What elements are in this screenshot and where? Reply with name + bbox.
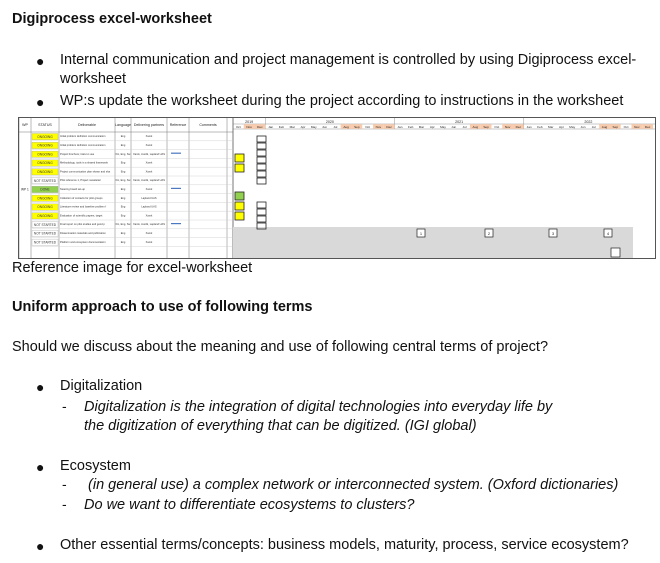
question-text: Should we discuss about the meaning and use of following central terms of project? <box>12 339 549 355</box>
month-label: Jul <box>462 125 467 129</box>
month-label: Feb <box>408 125 414 129</box>
month-label: May <box>440 125 446 129</box>
partners-text: Xamk <box>145 214 153 218</box>
month-label: Jan <box>397 125 403 129</box>
image-caption: Reference image for excel-worksheet <box>12 260 253 276</box>
status-label: ONGOING <box>37 152 53 157</box>
partners-text: Xamk, JustAI, Lapland UAS <box>132 152 166 156</box>
gantt-box <box>257 164 266 170</box>
month-label: Jan <box>268 125 274 129</box>
partners-text: Xamk <box>145 232 153 235</box>
section-heading-terms: Uniform approach to use of following terms <box>12 299 313 315</box>
year-label: 2020 <box>325 119 334 124</box>
language-text: Eng <box>120 188 126 191</box>
milestone-label: 1 <box>419 231 423 236</box>
month-label: Jul <box>333 125 338 129</box>
language-text: Eng <box>120 205 126 209</box>
gantt-status-square <box>235 202 244 210</box>
deliverable-text: Final report on pilot studies and good p <box>60 223 105 227</box>
partners-text: Xamk <box>145 188 153 191</box>
status-label: ONGOING <box>37 161 53 166</box>
term-ecosystem: Ecosystem <box>60 458 131 474</box>
language-text: Eng <box>120 240 126 244</box>
month-label: Mar <box>548 125 554 129</box>
gantt-box <box>257 157 266 163</box>
deliverable-text: Project brochure; trial-run use <box>60 152 95 156</box>
status-label: ONGOING <box>37 143 53 148</box>
milestone-label: 4 <box>606 231 610 236</box>
month-label: Sep <box>612 125 619 129</box>
partners-text: Xamk <box>145 144 153 147</box>
month-label: Aug <box>472 125 479 129</box>
header-cell: WP <box>22 123 28 127</box>
language-text: Fin, Eng, Sw <box>115 152 131 156</box>
language-text: Eng <box>120 214 126 218</box>
deliverable-text: Literature review and baseline problem f <box>60 205 107 209</box>
month-label: Nov <box>246 125 252 129</box>
milestone-label: 2 <box>487 231 491 236</box>
reference-link <box>171 188 181 189</box>
partners-text: Xamk, JustAI, Lapland UAS <box>132 223 166 227</box>
status-label: ONGOING <box>37 214 53 218</box>
wp-label: WP 1 <box>21 187 29 192</box>
language-text: Fin, Eng, Sw <box>115 223 131 227</box>
month-label: Jan <box>526 125 532 129</box>
deliverable-text: Methodology, tools in a shared framework <box>60 161 108 165</box>
language-text: Eng <box>120 144 126 147</box>
year-label: 2019 <box>245 119 254 124</box>
deliverable-text: Steering board set-up <box>60 188 85 191</box>
header-cell: STATUS <box>38 123 52 127</box>
definition-line: the digitization of everything that can be digitized. (IGI global) <box>84 418 477 434</box>
month-label: Mar <box>418 125 425 129</box>
bullet-dot: ● <box>36 379 45 395</box>
question-clusters: Do we want to differentiate ecosystems to clusters? <box>84 497 415 513</box>
gantt-box <box>257 143 266 149</box>
partners-text: Lapland UAS <box>141 205 157 209</box>
month-label: Jun <box>451 125 457 129</box>
partners-text: Xamk <box>145 161 153 165</box>
status-label: NOT STARTED <box>33 178 57 183</box>
dash-marker: - <box>62 496 67 512</box>
definition-ecosystem: (in general use) a complex network or interconnected system. (Oxford dictionaries) <box>84 477 619 493</box>
term-digitalization: Digitalization <box>60 378 143 394</box>
month-label: Oct <box>623 125 629 129</box>
status-label: NOT STARTED <box>33 222 57 227</box>
bullet-dot: ● <box>36 538 45 554</box>
month-label: Jun <box>580 125 586 129</box>
other-terms-text: Other essential terms/concepts: business models, maturity, process, service ecosystem? <box>60 537 629 553</box>
month-label: Nov <box>375 125 382 129</box>
partners-text: Lapland UAS <box>141 196 157 200</box>
bullet-dot: ● <box>36 459 45 475</box>
status-label: ONGOING <box>37 170 53 174</box>
language-text: Eng <box>120 196 126 200</box>
month-label: Oct <box>235 125 241 129</box>
month-label: Apr <box>429 125 435 129</box>
month-label: Apr <box>559 125 564 129</box>
month-label: Dec <box>386 125 392 129</box>
milestone-label: 3 <box>551 231 555 236</box>
deliverable-text: Initial problem definition communication <box>60 135 106 139</box>
month-label: Nov <box>634 125 640 129</box>
worksheet-grid <box>19 118 655 258</box>
partners-text: Xamk, JustAI, Lapland UAS <box>132 179 166 183</box>
deliverable-text: Dissemination materials and publication <box>60 232 106 235</box>
gantt-box <box>257 202 266 208</box>
month-label: Jun <box>322 125 328 129</box>
status-label: DONE <box>40 187 50 192</box>
partners-text: Xamk <box>145 240 153 244</box>
header-cell: Deliverable <box>78 123 96 127</box>
gantt-box <box>257 178 266 184</box>
dash-marker: - <box>62 398 67 414</box>
month-label: Sep <box>354 125 360 129</box>
month-label: Aug <box>601 125 608 129</box>
gantt-box <box>257 216 266 222</box>
deliverable-text: Evaluation of scientific papers, target <box>60 214 103 218</box>
language-text: Fin, Eng, Sw <box>115 179 131 183</box>
year-label: 2022 <box>584 119 593 124</box>
status-label: ONGOING <box>37 205 53 210</box>
month-label: Jul <box>591 125 596 129</box>
reference-worksheet-image <box>18 117 656 259</box>
deliverable-text: Pilot reference 1, Project newsletter <box>60 179 101 183</box>
gantt-status-square <box>235 164 244 172</box>
month-label: May <box>310 125 317 129</box>
status-label: ONGOING <box>37 134 53 139</box>
month-label: Dec <box>257 125 263 129</box>
header-cell: Comments <box>199 123 217 127</box>
header-cell: Language <box>115 123 131 127</box>
month-label: Sep <box>483 125 489 129</box>
status-label: ONGOING <box>37 196 53 201</box>
bullet-text-communication <box>60 51 636 89</box>
month-label: Dec <box>644 125 651 129</box>
gantt-box <box>611 248 620 257</box>
month-label: Nov <box>504 125 511 129</box>
month-label: Feb <box>278 125 285 129</box>
month-label: Oct <box>365 125 371 129</box>
gantt-box <box>257 209 266 215</box>
status-label: NOT STARTED <box>33 231 57 236</box>
language-text: Eng <box>120 232 126 235</box>
month-label: Oct <box>494 125 500 129</box>
partners-text: Xamk <box>145 135 153 139</box>
gantt-status-square <box>235 192 244 200</box>
month-label: Aug <box>343 125 349 129</box>
gantt-box <box>257 150 266 156</box>
deliverable-text: Initial problem definition communication <box>60 144 106 147</box>
gantt-box <box>257 171 266 177</box>
reference-link <box>171 223 181 224</box>
language-text: Eng <box>120 170 126 174</box>
definition-digitalization <box>84 398 552 436</box>
month-label: Feb <box>537 125 543 129</box>
status-label: NOT STARTED <box>33 240 57 245</box>
language-text: Eng <box>120 161 126 165</box>
language-text: Eng <box>120 135 126 139</box>
bullet-text-update: WP:s update the worksheet during the project according to instructions in the worksheet <box>60 93 624 109</box>
definition-line: Digitalization is the integration of digital technologies into everyday life by <box>84 399 553 415</box>
bullet-dot: ● <box>36 53 45 69</box>
gantt-band <box>233 227 633 258</box>
header-cell: Delivering partners <box>133 123 165 127</box>
reference-link <box>171 153 181 154</box>
dash-marker: - <box>62 476 67 492</box>
year-label: 2021 <box>455 119 464 124</box>
gantt-status-square <box>235 154 244 162</box>
month-label: May <box>569 125 576 129</box>
bullet-line: worksheet <box>60 71 127 87</box>
gantt-box <box>257 136 266 142</box>
deliverable-text: Collection of contacts for pilot groups <box>60 196 103 200</box>
section-heading-worksheet: Digiprocess excel-worksheet <box>12 11 212 27</box>
deliverable-text: Platform and ecosystem documentation <box>60 240 106 244</box>
month-label: Apr <box>300 125 306 129</box>
header-cell: Reference <box>169 123 187 127</box>
bullet-dot: ● <box>36 94 45 110</box>
month-label: Mar <box>289 125 295 129</box>
partners-text: Xamk <box>145 170 153 174</box>
gantt-status-square <box>235 212 244 220</box>
bullet-line: Internal communication and project management is controlled by using Digiprocess excel- <box>60 52 637 68</box>
deliverable-text: Project communication plan shown and sha <box>60 170 111 174</box>
month-label: Dec <box>515 125 522 129</box>
